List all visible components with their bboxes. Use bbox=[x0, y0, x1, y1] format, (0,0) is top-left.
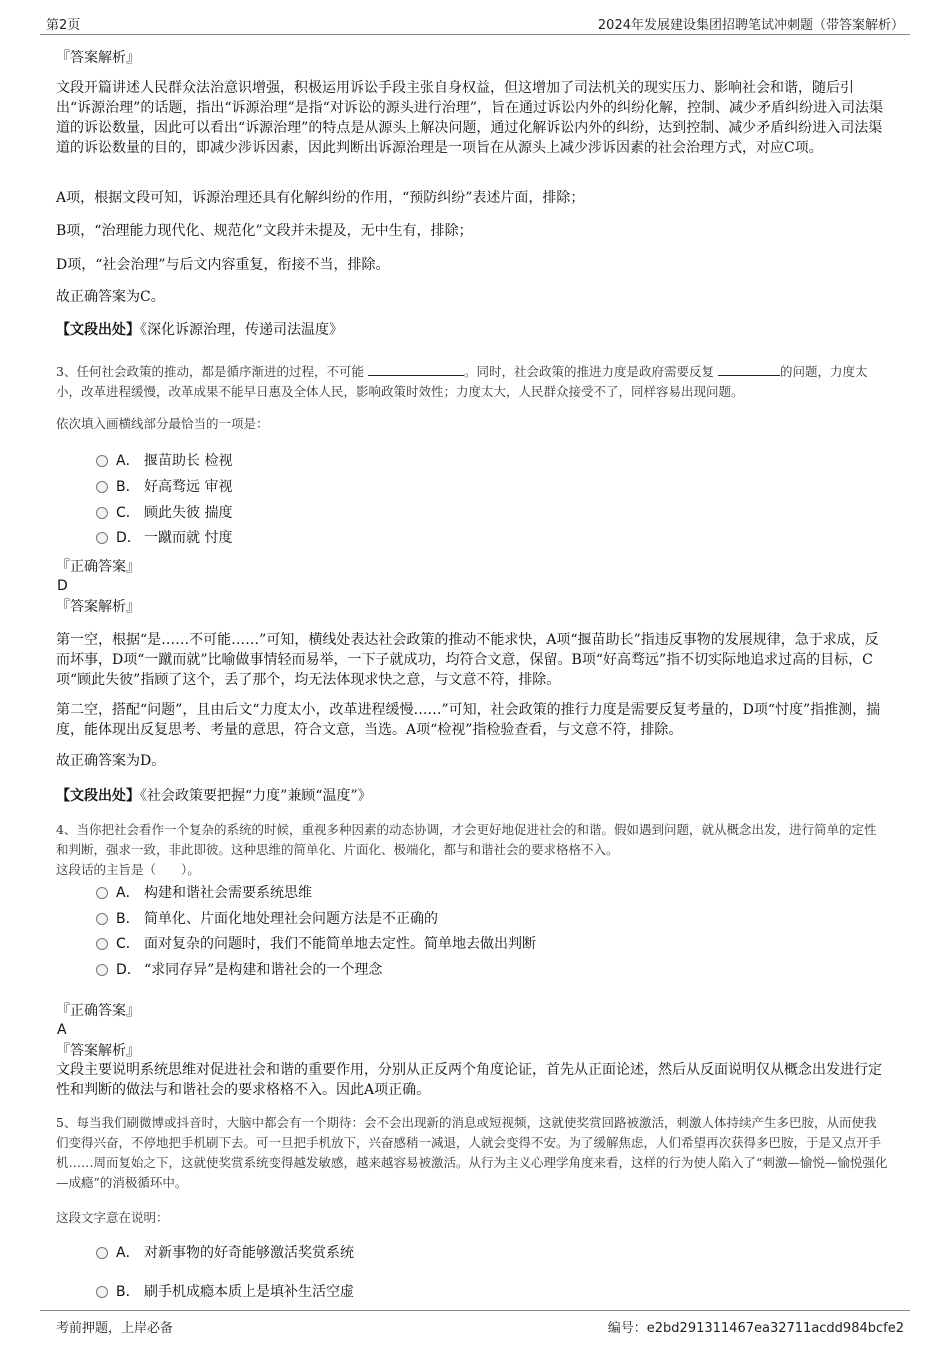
q5-option-b[interactable]: B． 刷手机成瘾本质上是填补生活空虚 bbox=[96, 1282, 354, 1302]
q3-analysis-paragraph-2: 第二空，搭配“问题”，且由后文“力度太小，改革进程缓慢……”可知，社会政策的推行力度是需要反复考量的，D项“忖度”指推测，揣度，能体现出反复思考、考量的意思，符合文意，当选。A项“检视”指检验查看，与文意不符，排除。 bbox=[56, 702, 881, 738]
q2-conclusion: 故正确答案为C。 bbox=[56, 289, 165, 305]
radio-icon[interactable] bbox=[96, 455, 108, 467]
q2-analysis-paragraph: 文段开篇讲述人民群众法治意识增强，积极运用诉讼手段主张自身权益，但这增加了司法机关的现实压力、影响社会和谐，随后引出“诉源治理”的话题，指出“诉源治理”是指“对诉讼的源头进行治理”，旨在通过诉讼内外的纠纷化解，控制、减少矛盾纠纷进入司法渠道的诉讼数量，因此可以看出“诉源治理”的特点是从源头上解决问题，通过化解诉讼内外的纠纷，达到控制、减少矛盾纠纷进入司法渠道的诉讼数量的目的，即减少涉诉因素，因此判断出诉源治理是一项旨在从源头上减少涉诉因素的社会治理方式，对应C项。 bbox=[56, 80, 883, 156]
radio-icon[interactable] bbox=[96, 964, 108, 976]
document-title: 2024年发展建设集团招聘笔试冲刺题（带答案解析） bbox=[597, 18, 904, 33]
q5-stem: 5、每当我们刷微博或抖音时，大脑中都会有一个期待：会不会出现新的消息或短视频，这就使奖赏回路被激活，刺激人体持续产生多巴胺，从而使我们变得兴奋，不停地把手机刷下去。可一旦把手机放下，兴奋感稍一减退，人就会变得不安。为了缓解焦虑，人们希望再次获得多巴胺，于是又点开手机……周而复始之下，这就使奖赏系统变得越发敏感，越来越容易被激活。从行为主义心理学角度来看，这样的行为使人陷入了“刺激—愉悦—愉悦强化—成瘾”的消极循环中。 bbox=[56, 1115, 888, 1190]
radio-icon[interactable] bbox=[96, 532, 108, 544]
source-label: 【文段出处】 bbox=[56, 788, 140, 804]
radio-icon[interactable] bbox=[96, 938, 108, 950]
q3-source bbox=[56, 786, 888, 806]
q2-option-d-note: D项，“社会治理”与后文内容重复，衔接不当，排除。 bbox=[56, 257, 390, 273]
q2-source bbox=[56, 320, 888, 340]
page-header bbox=[40, 0, 910, 35]
footer-motto: 考前押题，上岸必备 bbox=[56, 1321, 174, 1336]
fill-blank-2 bbox=[718, 363, 780, 376]
q5-prompt: 这段文字意在说明： bbox=[56, 1210, 169, 1225]
q4-analysis-label: 『答案解析』 bbox=[56, 1043, 140, 1059]
radio-icon[interactable] bbox=[96, 1286, 108, 1298]
q4-prompt: 这段话的主旨是（ ）。 bbox=[56, 862, 200, 877]
fill-blank-1 bbox=[368, 363, 464, 376]
q3-option-c[interactable]: C． 顾此失彼 揣度 bbox=[96, 503, 232, 523]
source-label: 【文段出处】 bbox=[56, 322, 140, 338]
q3-option-b[interactable]: B． 好高骛远 审视 bbox=[96, 477, 232, 497]
q4-answer: A bbox=[57, 1022, 67, 1038]
radio-icon[interactable] bbox=[96, 913, 108, 925]
q3-prompt: 依次填入画横线部分最恰当的一项是： bbox=[56, 416, 269, 431]
q3-analysis-label: 『答案解析』 bbox=[56, 599, 140, 615]
q3-option-d[interactable]: D． 一蹴而就 忖度 bbox=[96, 528, 232, 548]
q3-answer: D bbox=[57, 578, 68, 594]
source-title: 《社会政策要把握“力度”兼顾“温度”》 bbox=[140, 788, 372, 804]
radio-icon[interactable] bbox=[96, 887, 108, 899]
q4-option-d[interactable]: D． “求同存异”是构建和谐社会的一个理念 bbox=[96, 960, 382, 980]
page-number: 第2页 bbox=[46, 18, 81, 33]
q3-option-a[interactable]: A． 揠苗助长 检视 bbox=[96, 451, 232, 471]
q2-option-a-note: A项，根据文段可知，诉源治理还具有化解纠纷的作用，“预防纠纷”表述片面，排除； bbox=[56, 190, 585, 206]
q3-stem: 3、任何社会政策的推动，都是循序渐进的过程，不可能 。同时，社会政策的推进力度是政府需要反复 的问题，力度太小，改革进程缓慢，改革成果不能早日惠及全体人民，影响政策时效性；力度太大，人民群众接受不了，同样容易出现问题。 bbox=[56, 364, 868, 399]
q4-stem: 4、当你把社会看作一个复杂的系统的时候，重视多种因素的动态协调，才会更好地促进社会的和谐。假如遇到问题，就从概念出发，进行简单的定性和判断，强求一致，非此即彼。这种思维的简单化、片面化、极端化，都与和谐社会的要求格格不入。 bbox=[56, 822, 877, 857]
q4-analysis-paragraph: 文段主要说明系统思维对促进社会和谐的重要作用，分别从正反两个角度论证，首先从正面论述，然后从反面说明仅从概念出发进行定性和判断的做法与和谐社会的要求格格不入。因此A项正确。 bbox=[56, 1062, 882, 1098]
q2-option-b-note: B项，“治理能力现代化、规范化”文段并未提及，无中生有，排除； bbox=[56, 223, 473, 239]
q4-option-a[interactable]: A． 构建和谐社会需要系统思维 bbox=[96, 883, 312, 903]
radio-icon[interactable] bbox=[96, 1247, 108, 1259]
q3-answer-label: 『正确答案』 bbox=[56, 559, 140, 575]
q5-option-a[interactable]: A． 对新事物的好奇能够激活奖赏系统 bbox=[96, 1243, 354, 1263]
page-footer bbox=[40, 1310, 910, 1345]
q3-conclusion: 故正确答案为D。 bbox=[56, 753, 166, 769]
q3-analysis-paragraph-1: 第一空，根据“是……不可能……”可知，横线处表达社会政策的推动不能求快，A项“揠苗助长”指违反事物的发展规律，急于求成，反而坏事，D项“一蹴而就”比喻做事情轻而易举，一下子就成功，均符合文意，保留。B项“好高骛远”指不切实际地追求过高的目标，C项“顾此失彼”指顾了这个，丢了那个，均无法体现求快之意，与文意不符，排除。 bbox=[56, 632, 879, 688]
q4-answer-label: 『正确答案』 bbox=[56, 1003, 140, 1019]
q4-option-c[interactable]: C． 面对复杂的问题时，我们不能简单地去定性。简单地去做出判断 bbox=[96, 934, 536, 954]
q2-analysis-label: 『答案解析』 bbox=[56, 50, 140, 66]
q4-option-b[interactable]: B． 简单化、片面化地处理社会问题方法是不正确的 bbox=[96, 909, 438, 929]
radio-icon[interactable] bbox=[96, 507, 108, 519]
radio-icon[interactable] bbox=[96, 481, 108, 493]
document-code: 编号：e2bd291311467ea32711acdd984bcfe2 bbox=[607, 1321, 904, 1336]
source-title: 《深化诉源治理，传递司法温度》 bbox=[140, 322, 343, 338]
